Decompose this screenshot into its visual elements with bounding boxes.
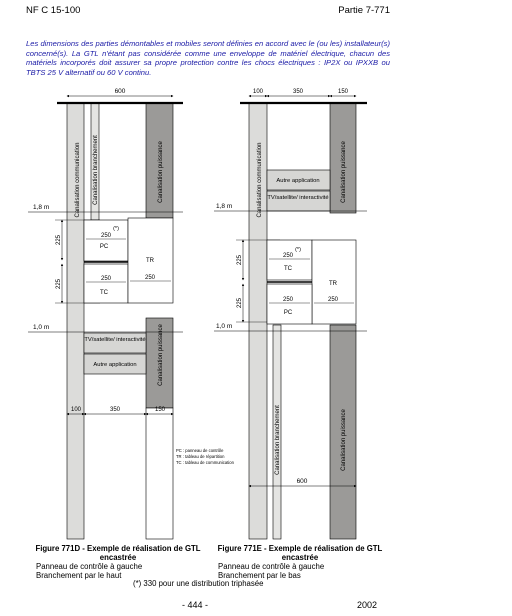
caption-771e-line1: Panneau de contrôle à gauche	[218, 562, 325, 571]
pc-width-d: 250	[100, 233, 112, 239]
pc-panel-e	[267, 284, 312, 324]
star-note-e: (*)	[295, 247, 301, 253]
comm-label-e: Canalisation communication	[257, 142, 263, 218]
legend-tc: TC : tableau de communication	[176, 460, 234, 465]
width-label-d: 600	[114, 88, 126, 95]
caption-771d	[28, 544, 208, 580]
tv-box-e	[267, 191, 330, 211]
tr-width-d: 250	[144, 275, 156, 281]
width-label-e: 600	[296, 478, 308, 485]
level-18-label-e: 1,8 m	[216, 203, 233, 210]
figure-771d	[28, 88, 235, 539]
bottom-100-d: 100	[70, 407, 82, 413]
caption-771d-title: Figure 771D - Exemple de réalisation de GTL encastrée	[35, 544, 201, 562]
comm-label-d: Canalisation communication	[75, 142, 81, 218]
footnote: (*) 330 pour une distribution triphasée	[133, 579, 264, 588]
lower-void-d	[146, 408, 173, 539]
caption-771e	[210, 544, 390, 580]
legend-pc: PC : panneau de contrôle	[176, 448, 224, 453]
tc-label-e: TC	[284, 266, 292, 272]
tc-panel-d	[84, 264, 128, 303]
tv-label-d: TV/satellite/ interactivité	[84, 337, 146, 343]
dim-225a-label-e: 225	[237, 254, 243, 266]
level-10-label-e: 1,0 m	[216, 323, 233, 330]
power-top-label-e: Canalisation puissance	[341, 141, 347, 203]
branch-label-d: Canalisation branchement	[93, 135, 99, 205]
pc-width-e: 250	[282, 297, 294, 303]
tr-label-e: TR	[329, 281, 337, 287]
dim-225a-label-d: 225	[56, 234, 62, 246]
power-top-label-d: Canalisation puissance	[158, 141, 164, 203]
level-10-label-d: 1,0 m	[33, 324, 50, 331]
caption-771d-line2: Branchement par le haut	[36, 571, 122, 580]
tr-width-e: 250	[327, 297, 339, 303]
figure-771e	[214, 89, 367, 539]
pc-label-e: PC	[283, 310, 293, 316]
dim-225b-label-e: 225	[237, 297, 243, 309]
power-bottom-label-d: Canalisation puissance	[158, 324, 164, 386]
tc-width-d: 250	[100, 276, 112, 282]
pc-panel-d	[84, 220, 128, 261]
power-bottom-label-e: Canalisation puissance	[341, 409, 347, 471]
branch-label-e: Canalisation branchement	[275, 405, 281, 475]
autre-label-e: Autre application	[276, 178, 320, 184]
tc-panel-e	[267, 240, 312, 280]
caption-771e-title: Figure 771E - Exemple de réalisation de GTL encastrée	[217, 544, 383, 562]
autre-label-d: Autre application	[93, 362, 137, 368]
tv-label-e: TV/satellite/ interactivité	[267, 195, 329, 201]
bottom-150-d: 150	[154, 407, 166, 413]
caption-771e-line2: Branchement par le bas	[218, 571, 301, 580]
level-18-label-d: 1,8 m	[33, 204, 50, 211]
tc-label-d: TC	[100, 290, 108, 296]
document-reference: NF C 15-100	[26, 5, 81, 16]
page-number: - 444 -	[182, 600, 209, 610]
top-100-e: 100	[252, 89, 264, 95]
document-part: Partie 7-771	[338, 5, 390, 16]
top-150-e: 150	[337, 89, 349, 95]
legend-tr: TR : tableau de répartition	[176, 454, 225, 459]
tr-label-d: TR	[146, 258, 154, 264]
dim-225b-label-d: 225	[56, 278, 62, 290]
top-350-e: 350	[292, 89, 304, 95]
tv-box-d	[84, 333, 146, 353]
pc-label-d: PC	[99, 244, 109, 250]
caption-771d-line1: Panneau de contrôle à gauche	[36, 562, 143, 571]
tc-width-e: 250	[282, 253, 294, 259]
bottom-350-d: 350	[109, 407, 121, 413]
star-note-d: (*)	[113, 226, 119, 232]
footer-year: 2002	[357, 600, 378, 610]
intro-paragraph: Les dimensions des parties démontables et mobiles seront définies en accord avec le (ou les) installateur(s) concerné(s). La GTL n'étant pas considérée comme une enveloppe de matériel électrique, chacun des matériels incorporés doit assurer sa propre protection contre les chocs électriques : IP2X ou IPXXB ou TBTS 25 V alternatif ou 60 V continu.	[26, 39, 390, 77]
